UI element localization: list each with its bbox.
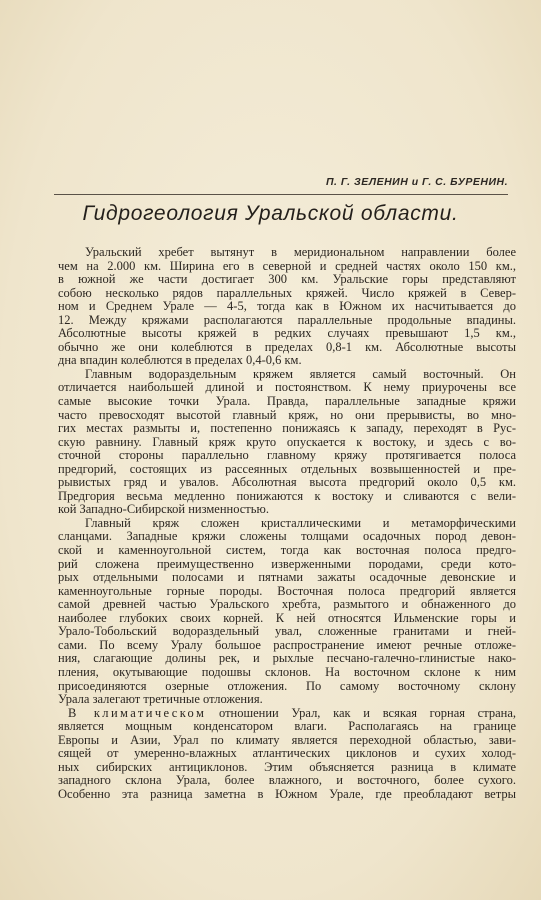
text-line: сланцами. Западные кряжи сложены толщами осадочных пород девон-: [58, 530, 516, 544]
text-line: Предгория весьма медленно понижаются к востоку и сливаются с вели-: [58, 489, 516, 503]
text-line: сточной стороны параллельно главному кряжу протягивается полоса: [58, 449, 516, 463]
spaced-lead-word: В климатическом: [68, 706, 207, 720]
text-line: сами. По всему Уралу большое распространение имеют речные отложе-: [58, 638, 516, 652]
article-title: Гидрогеология Уральской области.: [82, 202, 459, 225]
text-line: ской и каменноугольной систем, тогда как восточная полоса предго-: [58, 544, 516, 558]
article-body: [58, 246, 516, 801]
text-line: 12. Между кряжами располагаются параллельные продольные впадины.: [58, 313, 516, 327]
text-line: в южной же части достигает 300 км. Уральские горы представляют: [58, 273, 516, 287]
text-line: ных сибирских антициклонов. Этим объясняется разница в климате: [58, 760, 516, 774]
text-line: Особенно эта разница заметна в Южном Урале, где преобладают ветры: [58, 787, 516, 801]
text-line: гих местах размыты и, постепенно понижаясь к западу, переходят в Рус-: [58, 422, 516, 436]
text-line: является мощным конденсатором влаги. Располагаясь на границе: [58, 720, 516, 734]
text-line: Абсолютные высоты кряжей в редких случаях превышают 1,5 км.,: [58, 327, 516, 341]
text-line: дна впадин колеблются в пределах 0,4-0,6 км.: [58, 354, 302, 368]
authors-line: П. Г. ЗЕЛЕНИН и Г. С. БУРЕНИН.: [325, 176, 508, 188]
text-line: кой Западно-Сибирской низменностью.: [58, 503, 269, 517]
text-line: Урало-Тобольский водораздельный увал, сложенные гранитами и гней-: [58, 625, 516, 639]
text-line: самой древней частью Уральского хребта, размытого и обнаженного до: [58, 598, 516, 612]
text-line: сящей от умеренно-влажных атлантических циклонов и сухих холод-: [58, 747, 516, 761]
text-line: западного склона Урала, более влажного, и восточного, более сухого.: [58, 774, 516, 788]
text-line: чем на 2.000 км. Ширина его в северной и средней частях около 150 км.,: [58, 259, 516, 273]
text-line: пления, окутывающие подошвы склонов. На восточном склоне к ним: [58, 665, 516, 679]
text-line: предгорий, состоящих из рассеянных отдельных возвышенностей и пре-: [58, 462, 516, 476]
text-line: каменноугольные горные породы. Восточная полоса предгорий является: [58, 584, 516, 598]
text-line: Европы и Азии, Урал по климату является переходной областью, зави-: [58, 733, 516, 747]
text-line: ном и Среднем Урале — 4-5, тогда как в Южном их насчитывается до: [58, 300, 516, 314]
text-line: самые высокие точки Урала. Правда, параллельные западные кряжи: [58, 395, 516, 409]
text-line: рий сложена преимущественно изверженными породами, среди кото-: [58, 557, 516, 571]
text-line-rest: отношении Урал, как и всякая горная страна,: [206, 706, 516, 720]
text-line: собою несколько рядов параллельных кряжей. Число кряжей в Север-: [58, 286, 516, 300]
text-line: Урала залегают третичные отложения.: [58, 693, 263, 707]
text-line: рых отдельными полосами и пятнами зажаты осадочные девонские и: [58, 571, 516, 585]
text-line: Главный кряж сложен кристаллическими и метаморфическими: [85, 516, 516, 530]
text-line: обычно же они колеблются в пределах 0,8-1 км. Абсолютные высоты: [58, 340, 516, 354]
text-line: наиболее глубоких своих корней. К ней относятся Ильменские горы и: [58, 611, 516, 625]
text-line: [58, 707, 516, 721]
text-line: скую равнину. Главный кряж круто опускается к востоку, и здесь с во-: [58, 435, 516, 449]
text-line: часто превосходят высотой главный кряж, но они прерывисты, во мно-: [58, 408, 516, 422]
header-rule: [54, 194, 508, 195]
text-line: присоединяются озерные отложения. По самому восточному склону: [58, 679, 516, 693]
text-line: ния, слагающие долины рек, и рыхлые песчано-галечно-глинистые нако-: [58, 652, 516, 666]
text-line: Уральский хребет вытянут в меридиональном направлении более: [85, 246, 516, 259]
text-line: Главным водораздельным кряжем является самый восточный. Он: [85, 367, 516, 381]
text-line: рывистых гряд и увалов. Абсолютная высота предгорий около 0,5 км.: [58, 476, 516, 490]
text-line: отличается наибольшей длиной и постоянством. К нему приурочены все: [58, 381, 516, 395]
